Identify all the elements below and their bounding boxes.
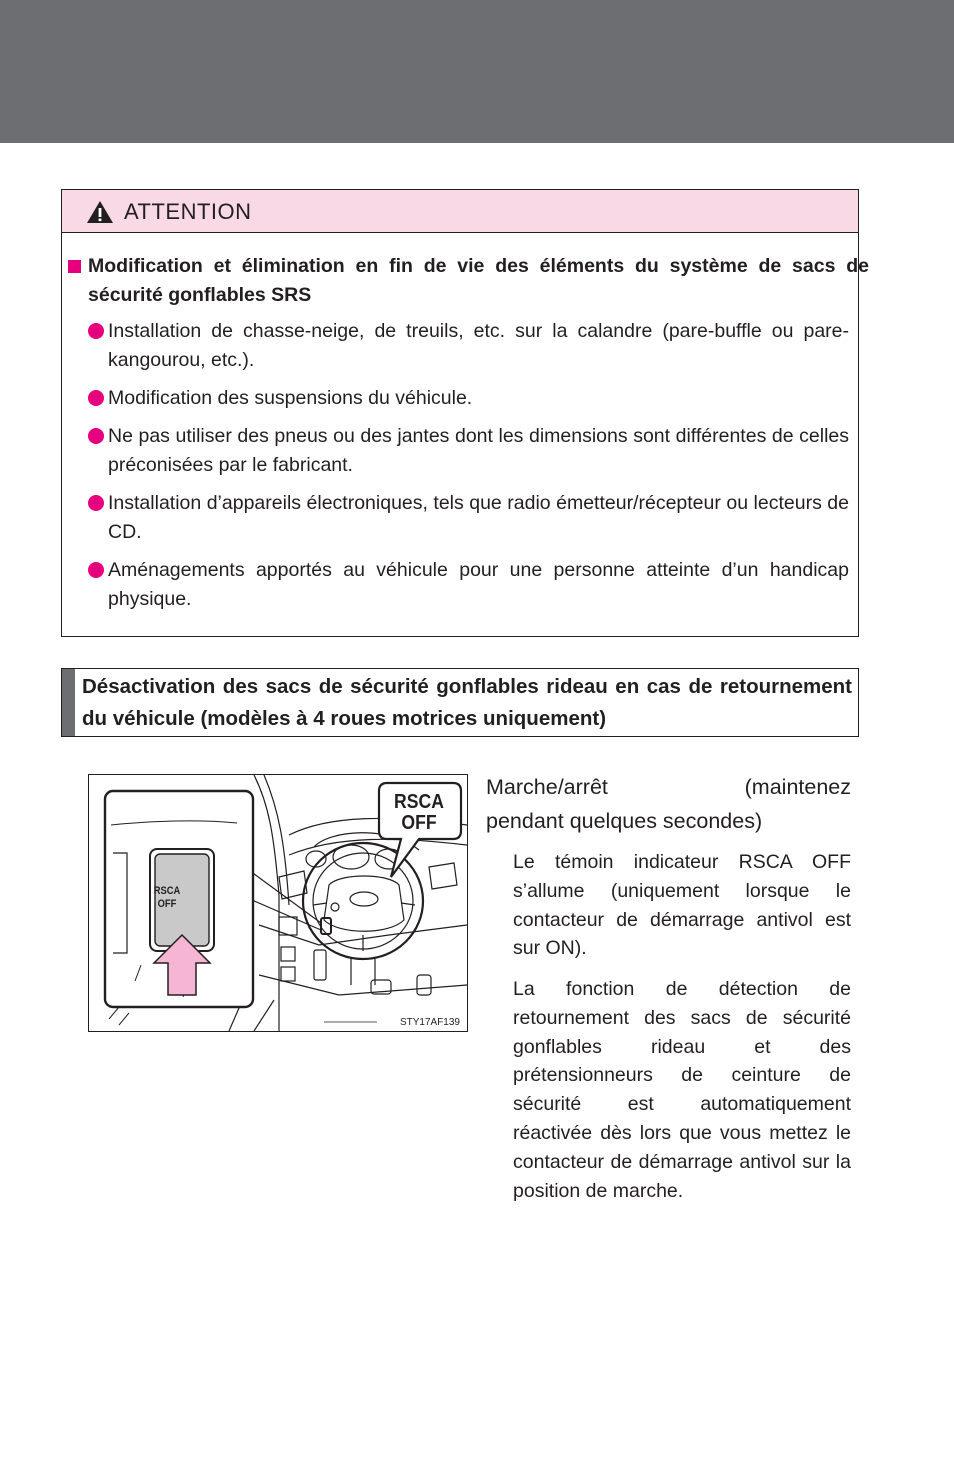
attention-item [87,489,849,547]
attention-heading [68,252,869,310]
square-bullet-icon [68,260,81,273]
dashboard-illustration [88,774,468,1032]
operation-title-part2: (maintenez [744,775,851,799]
attention-item-text: Installation de chasse-neige, de treuils, etc. sur la calandre (pare-buffle ou pare-kangourou, etc.). [108,320,849,371]
attention-item-text: Installation d’appareils électroniques, tels que radio émetteur/récepteur ou lecteurs de CD. [108,492,849,543]
attention-box [61,189,869,637]
circle-bullet-icon [88,323,104,339]
operation-title [486,770,851,838]
section-header [61,668,859,737]
attention-heading-text: Modification et élimination en fin de vie des éléments du système de sacs de sécurité gonflables SRS [88,255,869,306]
circle-bullet-icon [88,390,104,406]
circle-bullet-icon [88,495,104,511]
attention-item-text: Aménagements apportés au véhicule pour une personne atteinte d’un handicap physique. [108,559,849,610]
attention-item-text: Modification des suspensions du véhicule. [108,387,473,409]
circle-bullet-icon [88,562,104,578]
circle-bullet-icon [88,428,104,444]
operation-title-line2: pendant quelques secondes) [486,809,763,833]
attention-item [87,422,849,480]
figure-code: STY17AF139 [399,1017,460,1028]
section-marker [62,669,75,736]
attention-title: ATTENTION [124,199,252,224]
attention-item [87,317,849,375]
operation-title-part1: Marche/arrêt [486,775,608,799]
header-bar [0,0,954,143]
rsca-off-indicator-label [384,792,454,834]
attention-item [87,384,849,413]
button-label-line2: OFF [157,898,177,910]
attention-item-text: Ne pas utiliser des pneus ou des jantes dont les dimensions sont différentes de celles préconisées par le fabricant. [108,425,849,476]
section-title: Désactivation des sacs de sécurité gonflables rideau en cas de retournement du véhicule (modèles à 4 roues motrices uniquement) [82,675,852,730]
button-label-line1: RSCA [153,885,181,897]
callout-line1: RSCA [394,791,444,813]
operation-description-2: La fonction de détection de retournement des sacs de sécurité gonflables rideau et des prétensionneurs de ceinture de sécurité est automatiquement réactivée dès lors que vous mettez le contacteur de démarrage antivol sur la position de marche. [513,978,851,1202]
operation-description-1: Le témoin indicateur RSCA OFF s’allume (uniquement lorsque le contacteur de démarrage antivol est sur ON). [513,851,851,960]
attention-header [62,190,858,233]
warning-icon [86,200,114,224]
attention-item [87,556,849,614]
callout-line2: OFF [401,812,437,834]
rsca-off-button-label [152,885,183,911]
